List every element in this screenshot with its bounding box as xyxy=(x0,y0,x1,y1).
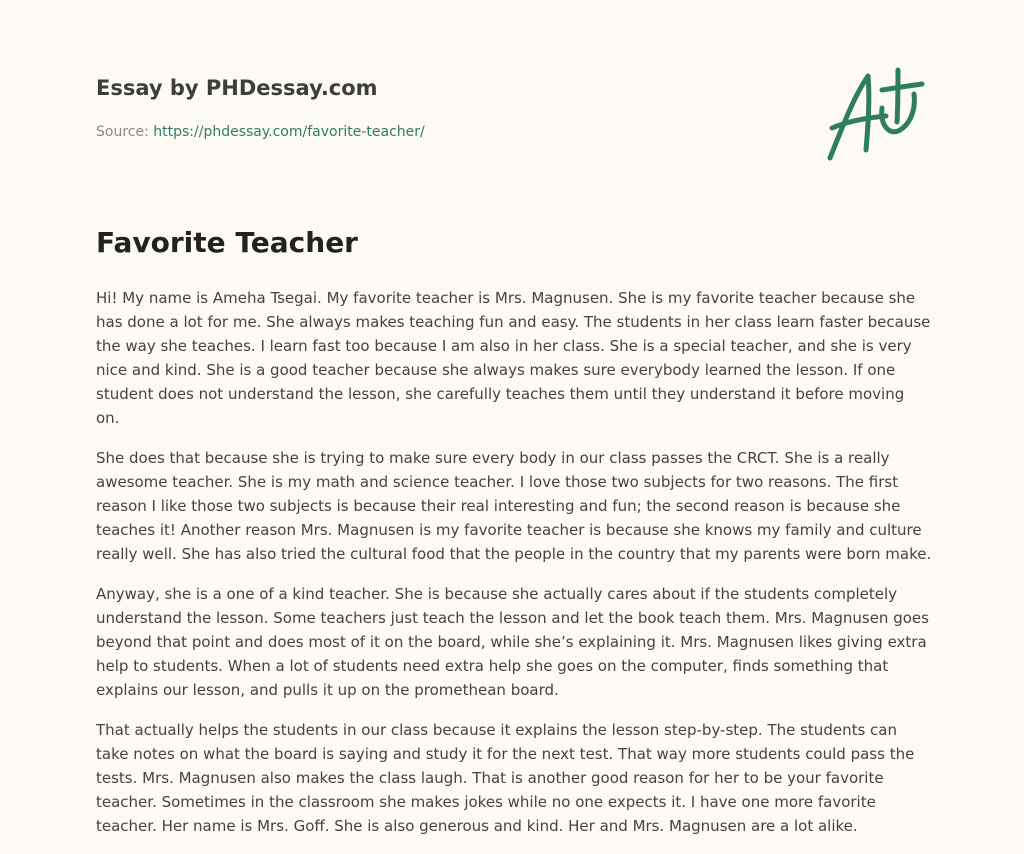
a-plus-logo-icon xyxy=(824,66,928,166)
brand-name: Essay by PHDessay.com xyxy=(96,76,378,100)
source-label: Source: xyxy=(96,124,154,140)
essay-paragraph: Anyway, she is a one of a kind teacher. She is because she actually cares about if the students completely understand the lesson. Some teachers just teach the lesson and let the book teach them. Mrs. Magnusen goes beyond that point and does most of it on the board, while she’s explaining it. Mrs. Magnusen likes giving extra help to students. When a lot of students need extra help she goes on the computer, finds something that explains our lesson, and pulls it up on the promethean board. xyxy=(96,585,929,699)
essay-title: Favorite Teacher xyxy=(96,226,358,259)
source-link[interactable]: https://phdessay.com/favorite-teacher/ xyxy=(153,124,425,140)
essay-page xyxy=(96,0,932,835)
source-line xyxy=(96,124,425,140)
essay-paragraph: That actually helps the students in our class because it explains the lesson step-by-step. The students can take notes on what the board is saying and study it for the next test. That way more students could pass the tests. Mrs. Magnusen also makes the class laugh. That is another good reason for her to be your favorite teacher. Sometimes in the classroom she makes jokes while no one expects it. I have one more favorite teacher. Her name is Mrs. Goff. She is also generous and kind. Her and Mrs. Magnusen are a lot alike. xyxy=(96,721,915,835)
essay-paragraph: She does that because she is trying to make sure every body in our class passes the CRCT. She is a really awesome teacher. She is my math and science teacher. I love those two subjects for two reasons. The first reason I like those two subjects is because their real interesting and fun; the second reason is because she teaches it! Another reason Mrs. Magnusen is my favorite teacher is because she knows my family and culture really well. She has also tried the cultural food that the people in the country that my parents were born make. xyxy=(96,449,932,563)
essay-paragraph: Hi! My name is Ameha Tsegai. My favorite teacher is Mrs. Magnusen. She is my favorite teacher because she has done a lot for me. She always makes teaching fun and easy. The students in her class learn faster because the way she teaches. I learn fast too because I am also in her class. She is a special teacher, and she is very nice and kind. She is a good teacher because she always makes sure everybody learned the lesson. If one student does not understand the lesson, she carefully teaches them until they understand it before moving on. xyxy=(96,289,931,427)
header xyxy=(96,0,932,200)
essay-body xyxy=(96,286,932,854)
